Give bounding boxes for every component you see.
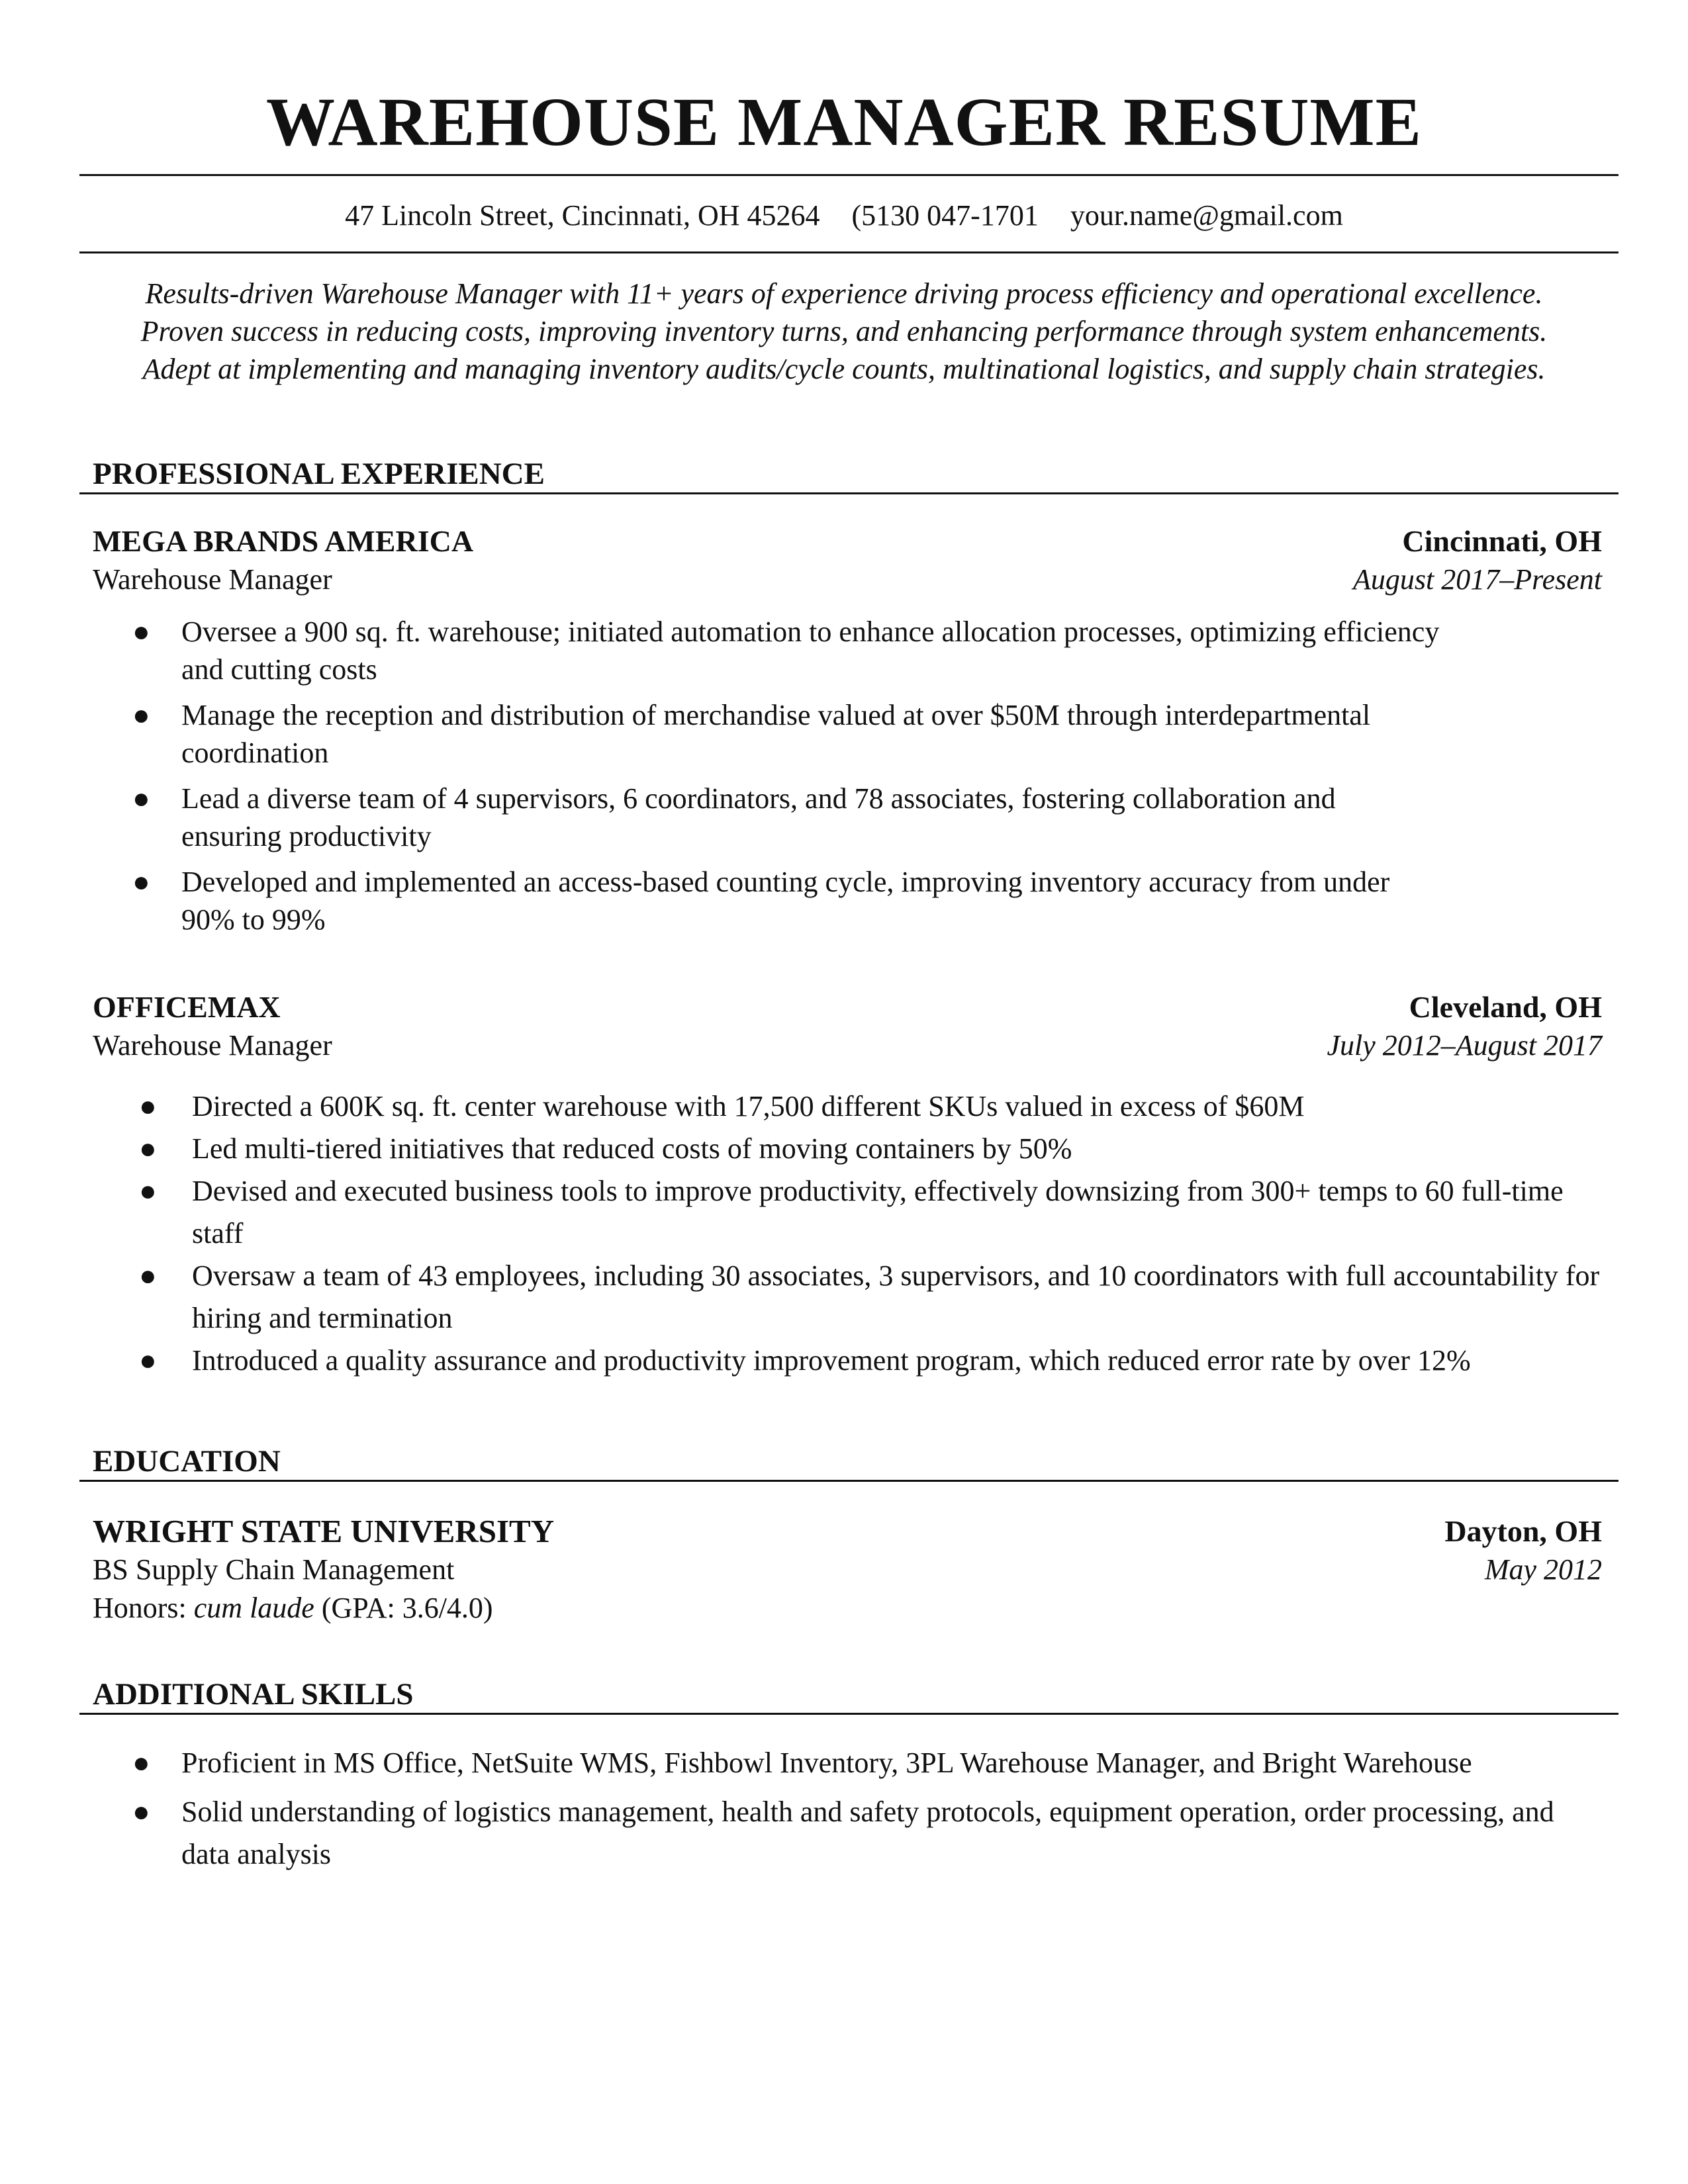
bullet-icon: ● (132, 782, 150, 815)
summary-line: Proven success in reducing costs, improving inventory turns, and enhancing performance through system enhancements. (140, 315, 1548, 347)
school-location: Dayton, OH (1444, 1514, 1602, 1548)
contact-phone: (5130 047-1701 (851, 199, 1039, 232)
list-item (139, 1170, 1615, 1255)
list-item (139, 1340, 1615, 1382)
bullet-text: Devised and executed business tools to improve productivity, effectively downsizing from 300+ temps to 60 full-time staff (192, 1175, 1564, 1250)
list-item (132, 613, 1443, 688)
header-top-rule (79, 174, 1618, 176)
bullet-text: Led multi-tiered initiatives that reduced costs of moving containers by 50% (192, 1132, 1072, 1165)
experience-heading: PROFESSIONAL EXPERIENCE (93, 457, 545, 491)
honors-value: cum laude (193, 1592, 314, 1624)
gpa: (GPA: 3.6/4.0) (321, 1592, 493, 1624)
contact-address: 47 Lincoln Street, Cincinnati, OH 45264 (345, 199, 820, 232)
job-location: Cleveland, OH (1409, 990, 1602, 1024)
summary-line: Adept at implementing and managing inventory audits/cycle counts, multinational logistics, and supply chain strategies. (142, 353, 1546, 385)
school-name: WRIGHT STATE UNIVERSITY (93, 1513, 555, 1549)
list-item (132, 696, 1443, 772)
bullet-text: Developed and implemented an access-based counting cycle, improving inventory accuracy from under 90% to 99% (181, 866, 1390, 936)
bullet-text: Introduced a quality assurance and productivity improvement program, which reduced error rate by over 12% (192, 1344, 1471, 1377)
bullet-icon: ● (139, 1175, 157, 1207)
graduation-date: May 2012 (1484, 1553, 1602, 1586)
bullet-text: Oversee a 900 sq. ft. warehouse; initiated automation to enhance allocation processes, optimizing efficiency and cutting costs (181, 615, 1440, 686)
job-location: Cincinnati, OH (1402, 524, 1602, 558)
education-subheader (93, 1550, 1602, 1590)
bullet-icon: ● (139, 1090, 157, 1122)
contact-email[interactable]: your.name@gmail.com (1070, 199, 1343, 232)
education-header (93, 1512, 1602, 1551)
job-role: Warehouse Manager (93, 1029, 332, 1062)
bullet-text: Lead a diverse team of 4 supervisors, 6 coordinators, and 78 associates, fostering collaboration and ensuring productivity (181, 782, 1336, 852)
job-dates: July 2012–August 2017 (1327, 1029, 1602, 1062)
bullet-text: Manage the reception and distribution of merchandise valued at over $50M through interdepartmental coordination (181, 699, 1371, 769)
bullet-text: Oversaw a team of 43 employees, including 30 associates, 3 supervisors, and 10 coordinators with full accountability for hiring and termination (192, 1259, 1600, 1334)
bullet-text: Solid understanding of logistics management, health and safety protocols, equipment operation, order processing, and data analysis (181, 1796, 1554, 1870)
resume-title: WAREHOUSE MANAGER RESUME (266, 84, 1422, 160)
job-subheader (93, 1026, 1602, 1066)
skills-heading: ADDITIONAL SKILLS (93, 1677, 414, 1711)
bullet-text: Directed a 600K sq. ft. center warehouse with 17,500 different SKUs valued in excess of $60M (192, 1090, 1305, 1122)
education-heading: EDUCATION (93, 1444, 281, 1479)
list-item (132, 1742, 1609, 1784)
skills-rule (79, 1713, 1618, 1715)
job-bullets (132, 613, 1443, 946)
job-subheader (93, 560, 1602, 600)
bullet-icon: ● (132, 699, 150, 731)
job-header (93, 522, 1602, 561)
education-rule (79, 1480, 1618, 1482)
honors-line (93, 1588, 493, 1628)
job-header (93, 987, 1602, 1027)
degree: BS Supply Chain Management (93, 1553, 455, 1586)
header-bottom-rule (79, 251, 1618, 253)
list-item (139, 1128, 1615, 1170)
bullet-icon: ● (139, 1132, 157, 1165)
list-item (132, 780, 1443, 855)
job-company: OFFICEMAX (93, 990, 281, 1024)
list-item (139, 1255, 1615, 1340)
bullet-icon: ● (132, 1796, 150, 1828)
skills-bullets (132, 1742, 1609, 1882)
bullet-icon: ● (132, 615, 150, 648)
bullet-icon: ● (132, 866, 150, 898)
summary (0, 275, 1688, 388)
job-bullets (139, 1085, 1615, 1382)
honors-label: Honors: (93, 1592, 187, 1624)
job-dates: August 2017–Present (1353, 563, 1602, 596)
list-item (132, 863, 1443, 938)
bullet-text: Proficient in MS Office, NetSuite WMS, Fishbowl Inventory, 3PL Warehouse Manager, and Bright Warehouse (181, 1747, 1472, 1779)
bullet-icon: ● (139, 1344, 157, 1377)
list-item (139, 1085, 1615, 1128)
bullet-icon: ● (139, 1259, 157, 1292)
bullet-icon: ● (132, 1747, 150, 1779)
job-company: MEGA BRANDS AMERICA (93, 524, 474, 558)
job-role: Warehouse Manager (93, 563, 332, 596)
contact-line (0, 196, 1688, 236)
experience-rule (79, 492, 1618, 494)
list-item (132, 1791, 1609, 1876)
summary-line: Results-driven Warehouse Manager with 11+ years of experience driving process efficiency and operational excellence. (145, 277, 1543, 310)
